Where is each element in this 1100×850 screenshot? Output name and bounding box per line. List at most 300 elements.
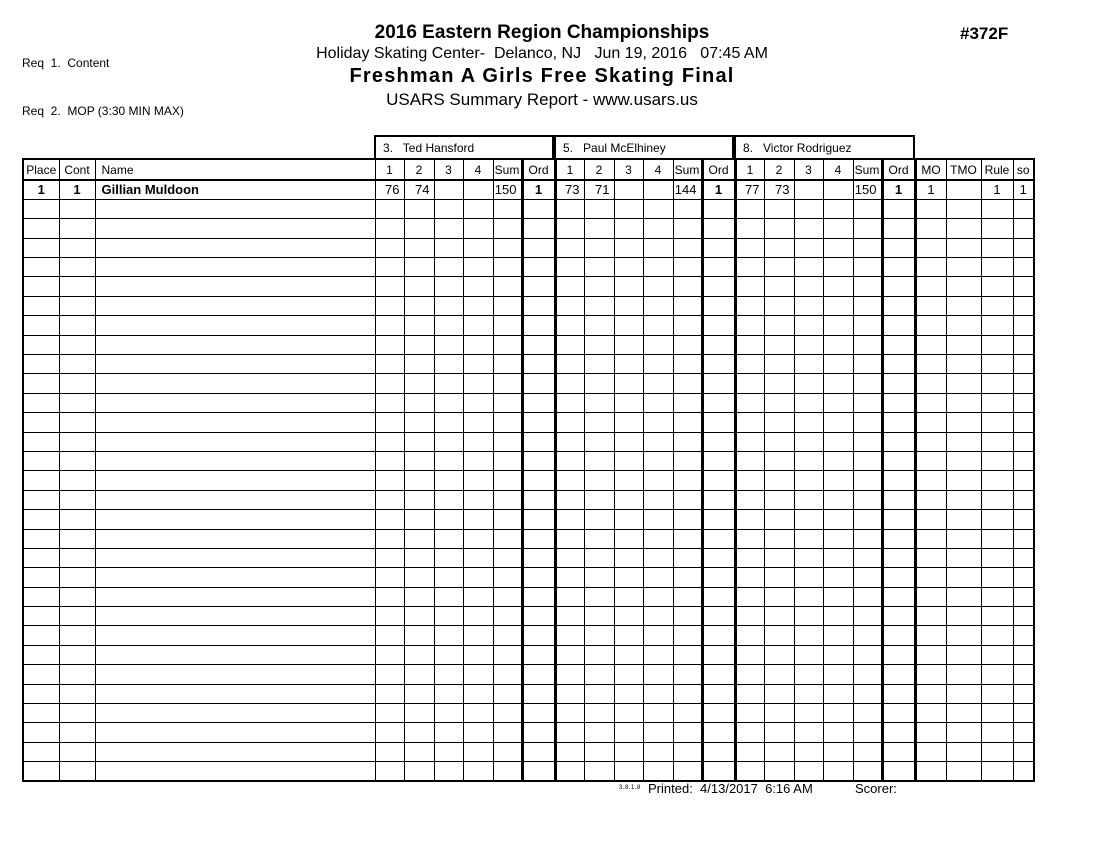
empty-cell [584,548,614,567]
empty-cell [643,316,673,335]
empty-cell [522,490,555,509]
empty-cell [915,199,946,218]
empty-cell [702,316,735,335]
empty-cell [375,355,404,374]
empty-cell [673,413,702,432]
empty-cell [981,199,1013,218]
empty-cell [522,335,555,354]
empty-cell [404,587,434,606]
empty-cell [823,432,853,451]
empty-row [23,665,1034,684]
empty-cell [404,626,434,645]
result-row [23,180,1034,199]
empty-row [23,742,1034,761]
judge-box-2: 5. Paul McElhiney [554,135,734,158]
empty-cell [823,529,853,548]
value-cell: 1 [882,180,915,199]
empty-row [23,432,1034,451]
printed-timestamp: Printed: 4/13/2017 6:16 AM [648,781,813,796]
empty-cell [1013,529,1034,548]
empty-cell [95,548,375,567]
empty-cell [702,335,735,354]
empty-cell [614,704,643,723]
empty-cell [764,219,794,238]
empty-cell [463,762,493,781]
empty-cell [614,432,643,451]
empty-cell [764,684,794,703]
empty-cell [522,199,555,218]
empty-cell [522,607,555,626]
empty-cell [853,684,882,703]
value-cell: 77 [735,180,764,199]
empty-cell [735,258,764,277]
empty-cell [555,374,584,393]
empty-cell [794,393,823,412]
column-header-tmo: TMO [946,159,981,180]
empty-cell [673,645,702,664]
column-header-cont: Cont [59,159,95,180]
req-line-1: Req 1. Content [22,56,110,70]
empty-cell [1013,219,1034,238]
empty-cell [375,374,404,393]
empty-cell [375,568,404,587]
empty-cell [95,490,375,509]
empty-cell [404,316,434,335]
report-header [0,21,1084,110]
empty-cell [764,355,794,374]
empty-cell [614,471,643,490]
empty-cell [493,723,522,742]
empty-cell [375,548,404,567]
empty-cell [946,199,981,218]
empty-cell [95,529,375,548]
empty-cell [794,704,823,723]
empty-cell [23,762,59,781]
empty-cell [434,393,463,412]
empty-cell [853,451,882,470]
empty-cell [463,510,493,529]
empty-cell [946,645,981,664]
empty-cell [23,355,59,374]
empty-cell [823,626,853,645]
empty-cell [375,296,404,315]
empty-cell [702,393,735,412]
empty-cell [915,316,946,335]
empty-cell [522,374,555,393]
empty-cell [794,199,823,218]
empty-cell [555,393,584,412]
empty-cell [1013,742,1034,761]
empty-cell [59,626,95,645]
empty-cell [522,471,555,490]
event-title: Freshman A Girls Free Skating Final [349,65,735,87]
empty-cell [794,451,823,470]
empty-cell [643,471,673,490]
empty-cell [794,258,823,277]
empty-cell [584,529,614,548]
empty-cell [882,490,915,509]
empty-cell [404,645,434,664]
empty-cell [981,490,1013,509]
empty-cell [375,413,404,432]
empty-cell [673,548,702,567]
empty-cell [614,490,643,509]
empty-cell [555,219,584,238]
value-cell [946,180,981,199]
empty-cell [735,723,764,742]
empty-cell [882,296,915,315]
empty-cell [853,238,882,257]
empty-cell [59,374,95,393]
empty-row [23,704,1034,723]
empty-cell [643,568,673,587]
empty-cell [673,704,702,723]
empty-cell [702,432,735,451]
empty-cell [794,413,823,432]
empty-cell [375,258,404,277]
empty-cell [764,413,794,432]
empty-cell [643,762,673,781]
empty-cell [463,626,493,645]
empty-cell [882,684,915,703]
empty-cell [823,393,853,412]
empty-cell [584,219,614,238]
empty-cell [915,432,946,451]
empty-cell [614,607,643,626]
empty-cell [95,587,375,606]
empty-cell [702,684,735,703]
software-version: 3.8.1.8 [619,785,641,791]
empty-cell [375,238,404,257]
empty-cell [434,238,463,257]
empty-cell [673,199,702,218]
empty-cell [981,296,1013,315]
empty-cell [882,568,915,587]
empty-cell [375,471,404,490]
empty-cell [493,258,522,277]
empty-cell [735,451,764,470]
empty-cell [764,393,794,412]
empty-cell [95,607,375,626]
empty-cell [23,296,59,315]
empty-cell [434,645,463,664]
empty-row [23,355,1034,374]
value-cell: 1 [1013,180,1034,199]
empty-cell [643,355,673,374]
empty-cell [643,258,673,277]
empty-cell [853,335,882,354]
empty-cell [882,645,915,664]
header-row [23,159,1034,180]
empty-cell [493,451,522,470]
empty-cell [522,529,555,548]
empty-cell [614,645,643,664]
empty-cell [981,607,1013,626]
empty-cell [981,413,1013,432]
value-cell: 1 [59,180,95,199]
empty-cell [404,258,434,277]
empty-cell [23,645,59,664]
empty-row [23,393,1034,412]
empty-cell [981,238,1013,257]
empty-cell [95,374,375,393]
empty-cell [823,607,853,626]
empty-cell [1013,393,1034,412]
empty-cell [614,258,643,277]
value-cell: 1 [915,180,946,199]
empty-cell [555,316,584,335]
empty-cell [981,742,1013,761]
empty-cell [375,277,404,296]
empty-cell [643,684,673,703]
empty-cell [59,684,95,703]
value-cell [794,180,823,199]
empty-cell [673,316,702,335]
empty-cell [764,626,794,645]
empty-cell [614,762,643,781]
empty-cell [95,704,375,723]
empty-cell [555,607,584,626]
empty-cell [823,587,853,606]
empty-cell [614,199,643,218]
venue-date-line: Holiday Skating Center- Delanco, NJ Jun 19, 2016 07:45 AM [316,45,768,62]
empty-cell [404,762,434,781]
empty-cell [493,238,522,257]
empty-cell [1013,413,1034,432]
column-header-2: 2 [404,159,434,180]
empty-cell [1013,607,1034,626]
empty-cell [823,762,853,781]
empty-cell [702,607,735,626]
empty-row [23,277,1034,296]
empty-cell [404,607,434,626]
empty-cell [434,587,463,606]
empty-cell [702,277,735,296]
empty-cell [522,587,555,606]
empty-cell [463,277,493,296]
empty-cell [59,665,95,684]
empty-cell [434,529,463,548]
empty-cell [59,238,95,257]
empty-cell [375,626,404,645]
empty-cell [522,626,555,645]
empty-cell [493,199,522,218]
empty-cell [853,607,882,626]
empty-cell [1013,587,1034,606]
empty-cell [946,529,981,548]
empty-cell [915,374,946,393]
value-cell: 150 [853,180,882,199]
empty-cell [23,684,59,703]
empty-cell [915,568,946,587]
empty-cell [794,510,823,529]
empty-cell [59,548,95,567]
empty-cell [853,510,882,529]
empty-cell [853,645,882,664]
empty-cell [702,374,735,393]
empty-cell [915,587,946,606]
empty-cell [463,529,493,548]
empty-cell [946,704,981,723]
empty-cell [493,432,522,451]
empty-cell [794,490,823,509]
empty-cell [764,374,794,393]
empty-cell [643,548,673,567]
empty-cell [522,704,555,723]
empty-cell [643,587,673,606]
empty-row [23,645,1034,664]
empty-cell [764,490,794,509]
empty-cell [463,393,493,412]
empty-cell [673,723,702,742]
empty-cell [493,665,522,684]
empty-cell [853,393,882,412]
empty-cell [981,645,1013,664]
empty-cell [643,199,673,218]
empty-cell [673,296,702,315]
empty-cell [1013,316,1034,335]
column-header-place: Place [23,159,59,180]
value-cell: 1 [23,180,59,199]
empty-cell [95,684,375,703]
empty-row [23,199,1034,218]
empty-cell [584,587,614,606]
empty-cell [95,355,375,374]
empty-cell [463,258,493,277]
empty-cell [764,316,794,335]
empty-cell [584,684,614,703]
empty-cell [1013,723,1034,742]
column-header-sum: Sum [493,159,522,180]
empty-cell [946,510,981,529]
value-cell [643,180,673,199]
results-table [22,158,1035,782]
empty-cell [555,277,584,296]
empty-cell [735,626,764,645]
empty-cell [702,238,735,257]
empty-cell [946,723,981,742]
empty-cell [555,238,584,257]
empty-cell [673,219,702,238]
empty-cell [882,742,915,761]
empty-cell [643,742,673,761]
value-cell: 71 [584,180,614,199]
empty-cell [643,374,673,393]
empty-cell [823,665,853,684]
empty-cell [853,665,882,684]
empty-cell [946,684,981,703]
empty-cell [493,704,522,723]
empty-row [23,413,1034,432]
empty-cell [59,704,95,723]
empty-cell [981,451,1013,470]
empty-cell [882,451,915,470]
empty-cell [643,277,673,296]
empty-cell [853,704,882,723]
empty-row [23,587,1034,606]
empty-cell [764,238,794,257]
column-header-rule: Rule [981,159,1013,180]
empty-cell [59,607,95,626]
empty-cell [59,355,95,374]
empty-cell [915,258,946,277]
empty-cell [853,471,882,490]
empty-cell [95,238,375,257]
value-cell: 73 [555,180,584,199]
empty-cell [946,374,981,393]
empty-cell [673,277,702,296]
empty-cell [915,645,946,664]
empty-cell [434,258,463,277]
empty-cell [555,704,584,723]
empty-cell [95,510,375,529]
empty-cell [493,684,522,703]
empty-cell [643,335,673,354]
empty-cell [614,335,643,354]
empty-cell [823,471,853,490]
empty-cell [434,684,463,703]
empty-cell [915,626,946,645]
empty-cell [981,355,1013,374]
empty-cell [1013,199,1034,218]
empty-cell [375,199,404,218]
empty-cell [463,587,493,606]
empty-cell [823,277,853,296]
empty-cell [981,432,1013,451]
empty-cell [404,393,434,412]
empty-cell [1013,665,1034,684]
empty-cell [584,607,614,626]
empty-cell [493,762,522,781]
empty-cell [735,704,764,723]
empty-cell [735,277,764,296]
empty-row [23,335,1034,354]
empty-cell [915,451,946,470]
empty-cell [764,665,794,684]
empty-cell [584,355,614,374]
empty-cell [434,374,463,393]
empty-cell [643,393,673,412]
championship-title: 2016 Eastern Region Championships [374,22,710,43]
empty-cell [794,607,823,626]
empty-cell [702,742,735,761]
empty-cell [23,238,59,257]
empty-cell [823,296,853,315]
column-header-name: Name [95,159,375,180]
empty-cell [23,451,59,470]
empty-cell [23,568,59,587]
empty-cell [614,626,643,645]
empty-cell [735,393,764,412]
empty-cell [493,587,522,606]
empty-row [23,529,1034,548]
empty-cell [915,548,946,567]
empty-cell [764,548,794,567]
empty-cell [915,665,946,684]
empty-cell [981,374,1013,393]
empty-cell [882,471,915,490]
empty-cell [522,684,555,703]
empty-cell [404,471,434,490]
empty-cell [853,432,882,451]
judge-box-1: 3. Ted Hansford [374,135,554,158]
empty-cell [95,626,375,645]
empty-cell [614,413,643,432]
empty-cell [1013,238,1034,257]
empty-cell [915,490,946,509]
empty-cell [853,490,882,509]
empty-cell [522,258,555,277]
